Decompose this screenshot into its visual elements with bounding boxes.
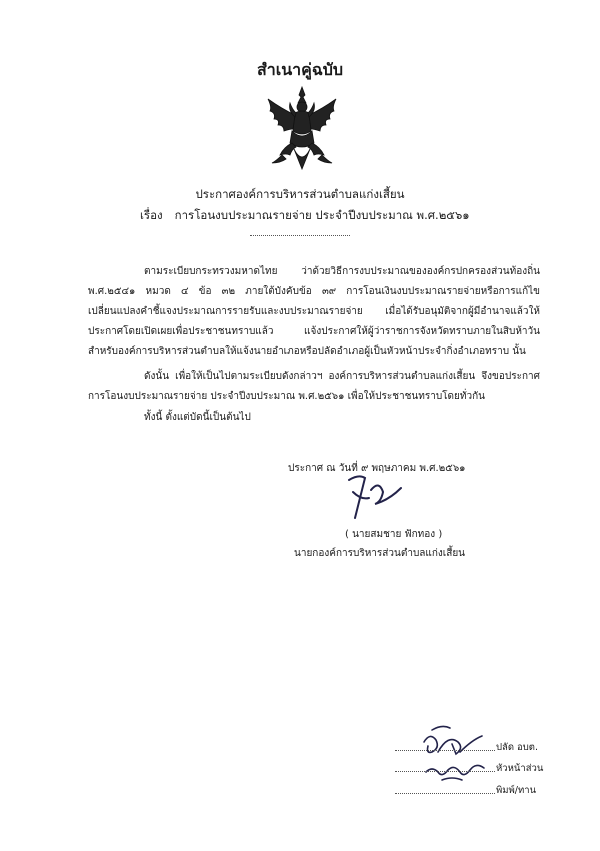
approval-line-3	[395, 792, 495, 794]
paragraph-1-text: ตามระเบียบกระทรวงมหาดไทย ว่าด้วยวิธีการงบประมาณขององค์กรปกครองส่วนท้องถิ่น พ.ศ.๒๕๔๑ หมวด ๔ ข้อ ๓๒ ภายใต้บังคับข้อ ๓๙ การโอนเงินงบประมาณรายจ่ายหรือการแก้ไขเปลี่ยนแปลงคำชี้แจงประมาณการรายรับและงบประมาณรายจ่าย เมื่อได้รับอนุมัติจากผู้มีอำนาจแล้วให้ประกาศโดยเปิดเผยเพื่อประชาชนทราบแล้ว แจ้งประกาศให้ผู้ว่าราชการจังหวัดทราบภายในสิบห้าวัน สำหรับองค์การบริหารส่วนตำบลให้แจ้งนายอำเภอหรือปลัดอำเภอผู้เป็นหัวหน้าประจำกิ่งอำเภอทราบ นั้น	[88, 266, 540, 357]
signature-icon	[335, 470, 415, 525]
approval-initials-icon	[412, 722, 502, 798]
subject-line	[140, 207, 470, 225]
paragraph-3-text: ทั้งนี้ ตั้งแต่บัดนี้เป็นต้นไป	[144, 412, 251, 423]
paragraph-3	[88, 408, 540, 428]
approval-role-2: หัวหน้าส่วน	[496, 763, 544, 774]
approval-line-1	[395, 749, 495, 751]
approval-line-2	[395, 770, 495, 772]
signer-name: ( นายสมชาย ฟักทอง )	[345, 529, 443, 540]
paragraph-1	[88, 262, 540, 362]
garuda-emblem-icon	[262, 85, 342, 171]
signer-title: นายกองค์การบริหารส่วนตำบลแก่งเสี้ยน	[294, 548, 466, 559]
title-divider	[250, 234, 350, 236]
paragraph-2-text: ดังนั้น เพื่อให้เป็นไปตามระเบียบดังกล่าวฯ องค์การบริหารส่วนตำบลแก่งเสี้ยน จึงขอประกาศการโอนงบประมาณรายจ่าย ประจำปีงบประมาณ พ.ศ.๒๕๖๑ เพื่อให้ประชาชนทราบโดยทั่วกัน	[88, 371, 540, 402]
paragraph-2	[88, 367, 540, 407]
announcement-title: ประกาศองค์การบริหารส่วนตำบลแก่งเสี้ยน	[195, 187, 405, 201]
approval-role-3: พิมพ์/ทาน	[496, 785, 537, 796]
announce-date: ประกาศ ณ วันที่ ๙ พฤษภาคม พ.ศ.๒๕๖๑	[288, 463, 466, 474]
subject-label: เรื่อง	[140, 208, 163, 222]
subject-text: การโอนงบประมาณรายจ่าย ประจำปีงบประมาณ พ.ศ.๒๕๖๑	[174, 208, 470, 222]
copy-header: สำเนาคู่ฉบับ	[256, 60, 344, 79]
approval-role-1: ปลัด อบต.	[496, 742, 538, 753]
